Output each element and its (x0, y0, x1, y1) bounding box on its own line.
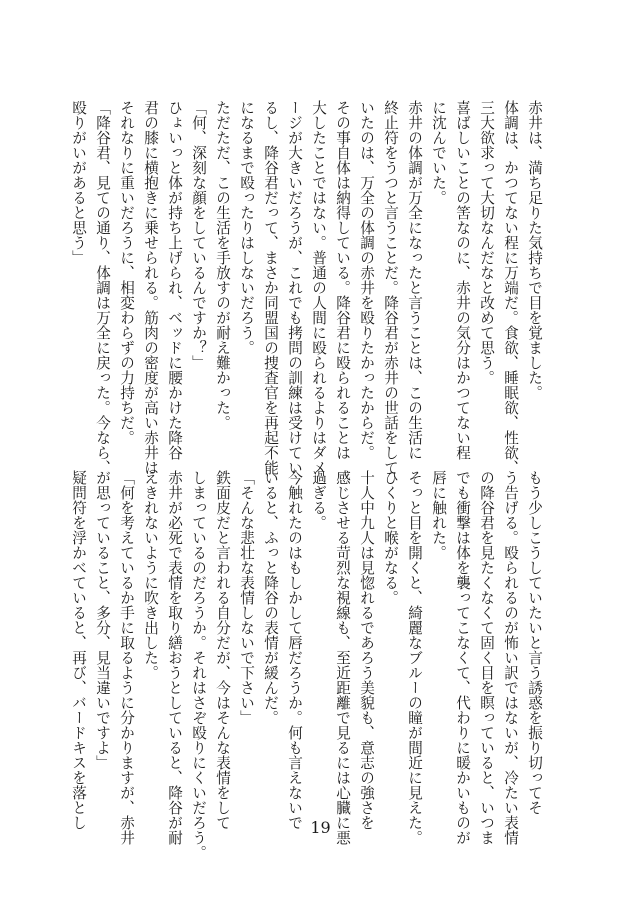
upper-text-block (70, 100, 546, 475)
text-line: 疑問符を浮かべていると、再び、バードキスを落とし (70, 470, 87, 830)
text-line: 「何、深刻な顔をしているんですか？」 (190, 100, 207, 370)
text-line: 十人中九人は見惚れるであろう美貌も、意志の強さを (358, 470, 375, 830)
text-line: 終止符をうつと言うことだ。降谷君が赤井の世話をして (382, 100, 399, 475)
text-line: ひょいっと体が持ち上げられ、ベッドに腰かけた降谷 (166, 100, 183, 460)
text-line: 赤井が必死で表情を取り繕おうとしていると、降谷が耐 (166, 470, 183, 845)
text-line: 大したことではない。普通の人間に殴られるよりはダメ (310, 100, 327, 475)
text-line: 体調は、かつてない程に万端だ。食欲、睡眠欲、性欲、 (502, 100, 519, 475)
text-line: ひくりと喉がなる。 (382, 470, 399, 605)
text-line: 唇に触れた。 (430, 470, 447, 560)
text-line: 三大欲求って大切なんだなと改めて思う。 (478, 100, 495, 385)
text-line: るし、降谷君だって、まさか同盟国の捜査官を再起不能 (262, 100, 279, 475)
text-line: が思っていること、多分、見当違いですよ」 (94, 470, 111, 770)
text-line: そっと目を開くと、綺麗なブルーの瞳が間近に見えた。 (406, 470, 423, 845)
text-line: 「そんな悲壮な表情しないで下さい」 (238, 470, 255, 725)
text-line: 感じさせる苛烈な視線も、至近距離で見るには心臓に悪 (334, 470, 351, 845)
text-line: 赤井の体調が万全になったと言うことは、この生活に (406, 100, 423, 460)
text-line: 鉄面皮だと言われる自分だが、今はそんな表情をして (214, 470, 231, 830)
text-line: いたのは、万全の体調の赤井を殴りたかったからだ。 (358, 100, 375, 460)
text-line: の降谷君を見たくなくて固く目を瞑っていると、いつま (478, 470, 495, 845)
text-line: 過ぎる。 (310, 470, 327, 530)
text-line: ただただ、この生活を手放すのが耐え難かった。 (214, 100, 231, 430)
text-line: でも衝撃は体を襲ってこなくて、代わりに暖かいものが (454, 470, 471, 845)
text-line: 殴りがいがあると思う」 (70, 100, 87, 265)
text-line: う告げる。殴られるのが怖い訳ではないが、冷たい表情 (502, 470, 519, 845)
text-line: その事自体は納得している。降谷君に殴られることは (334, 100, 351, 460)
text-line: 赤井は、満ち足りた気持ちで目を覚ました。 (526, 100, 543, 400)
text-line: 今触れたのはもしかして唇だろうか。何も言えないで (286, 470, 303, 830)
text-line: 「何を考えているか手に取るように分かりますが、赤井 (118, 470, 135, 845)
text-line: ージが大きいだろうが、これでも拷問の訓練は受けてい (286, 100, 303, 475)
text-line: になるまで殴ったりはしないだろう。 (238, 100, 255, 355)
text-line: 君の膝に横抱きに乗せられる。筋肉の密度が高い赤井は (142, 100, 159, 475)
text-line: 喜ばしいことの筈なのに、赤井の気分はかつてない程 (454, 100, 471, 460)
text-line: もう少しこうしていたいと言う誘惑を振り切ってそ (526, 470, 543, 815)
text-line: それなりに重いだろうに、相変わらずの力持ちだ。 (118, 100, 135, 445)
text-line: いると、ふっと降谷の表情が緩んだ。 (262, 470, 279, 725)
text-line: 「降谷君、見ての通り、体調は万全に戻った。今なら、 (94, 100, 111, 475)
text-line: えきれないように吹き出した。 (142, 470, 159, 680)
text-line: しまっているのだろうか。それはさぞ殴りにくいだろう。 (190, 470, 207, 860)
text-line: に沈んでいた。 (430, 100, 447, 205)
page-number: 19 (310, 818, 331, 837)
